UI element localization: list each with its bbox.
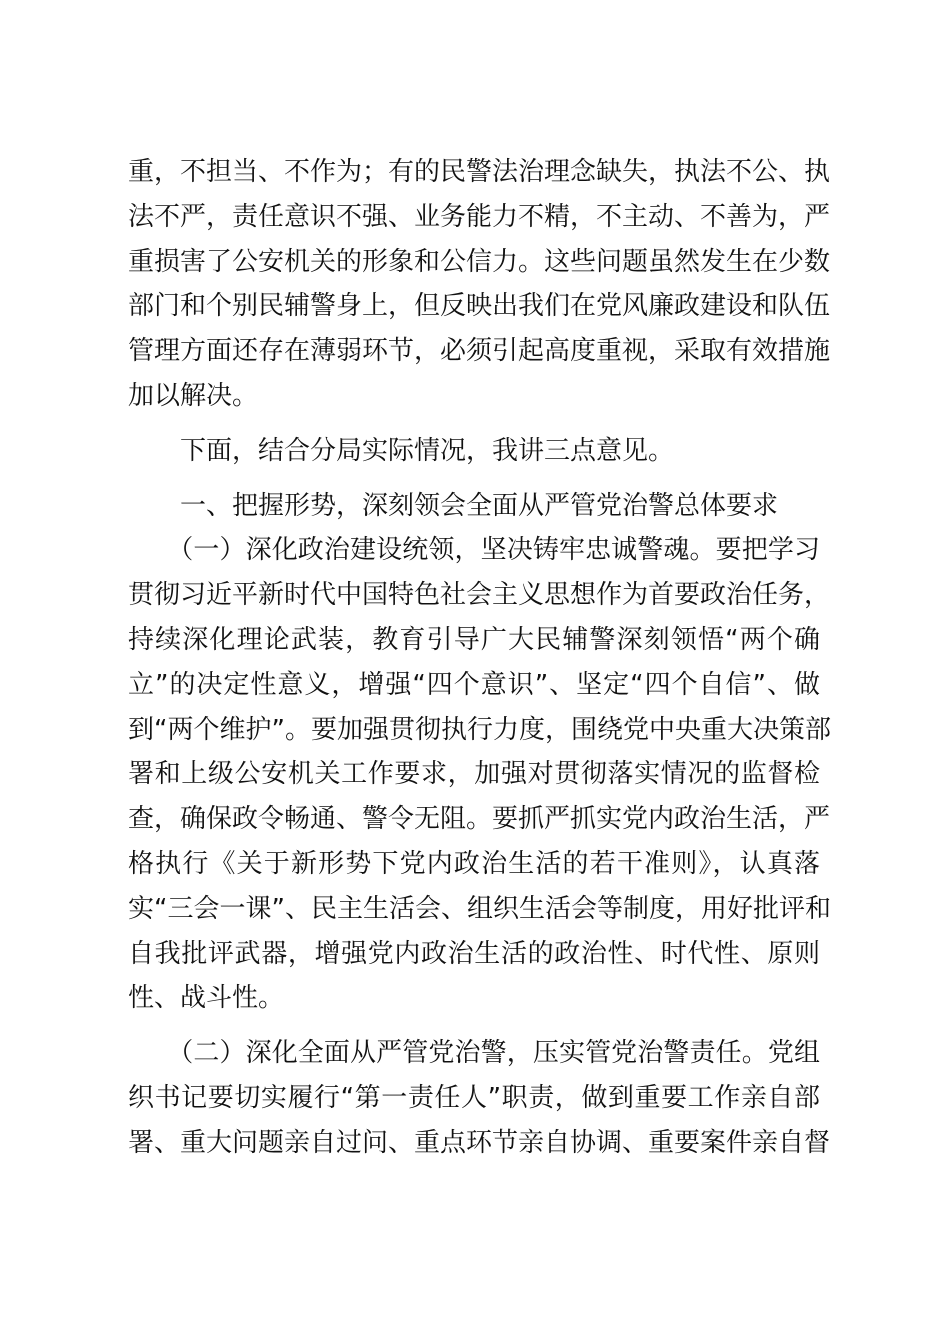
paragraph-gap	[128, 419, 820, 429]
text-line: 部门和个别民辅警身上，但反映出我们在党风廉政建设和队伍	[128, 291, 831, 322]
text-line: 格执行《关于新形势下党内政治生活的若干准则》，认真落	[128, 848, 820, 879]
text-line: 下面，结合分局实际情况，我讲三点意见。	[128, 435, 675, 466]
text-line: 查，确保政令畅通、警令无阻。要抓严抓实党内政治生活，严	[128, 804, 831, 835]
section-heading-1	[128, 484, 820, 529]
text-line: 立”的决定性意义，增强“四个意识”、坚定“四个自信”、做	[128, 669, 820, 700]
text-line: 管理方面还存在薄弱环节，必须引起高度重视，采取有效措施	[128, 336, 831, 367]
text-line: 署和上级公安机关工作要求，加强对贯彻落实情况的监督检	[128, 759, 820, 790]
text-line: 署、重大问题亲自过问、重点环节亲自协调、重要案件亲自督	[128, 1127, 831, 1158]
text-line: 重损害了公安机关的形象和公信力。这些问题虽然发生在少数	[128, 246, 831, 277]
paragraph-1	[128, 150, 831, 419]
text-line: 法不严，责任意识不强、业务能力不精，不主动、不善为，严	[128, 201, 831, 232]
text-line: 持续深化理论武装，教育引导广大民辅警深刻领悟“两个确	[128, 624, 820, 655]
paragraph-gap	[128, 474, 820, 484]
paragraph-gap	[128, 1021, 820, 1031]
text-line: 贯彻习近平新时代中国特色社会主义思想作为首要政治任务，	[128, 580, 831, 611]
paragraph-4	[128, 1031, 831, 1165]
text-line: 实“三会一课”、民主生活会、组织生活会等制度，用好批评和	[128, 893, 831, 924]
text-line: （一）深化政治建设统领，坚决铸牢忠诚警魂。要把学习	[128, 535, 820, 566]
paragraph-2	[128, 429, 820, 474]
text-line: 织书记要切实履行“第一责任人”职责，做到重要工作亲自部	[128, 1082, 820, 1113]
text-line: 加以解决。	[128, 380, 259, 411]
document-body	[128, 150, 831, 1166]
text-line: 到“两个维护”。要加强贯彻执行力度，围绕党中央重大决策部	[128, 714, 831, 745]
heading-line: 一、把握形势，深刻领会全面从严管党治警总体要求	[128, 490, 779, 521]
text-line: （二）深化全面从严管党治警，压实管党治警责任。党组	[128, 1038, 820, 1069]
text-line: 重，不担当、不作为；有的民警法治理念缺失，执法不公、执	[128, 157, 831, 187]
text-line: 自我批评武器，增强党内政治生活的政治性、时代性、原则	[128, 938, 820, 969]
text-line: 性、战斗性。	[128, 983, 285, 1014]
paragraph-3	[128, 528, 831, 1021]
